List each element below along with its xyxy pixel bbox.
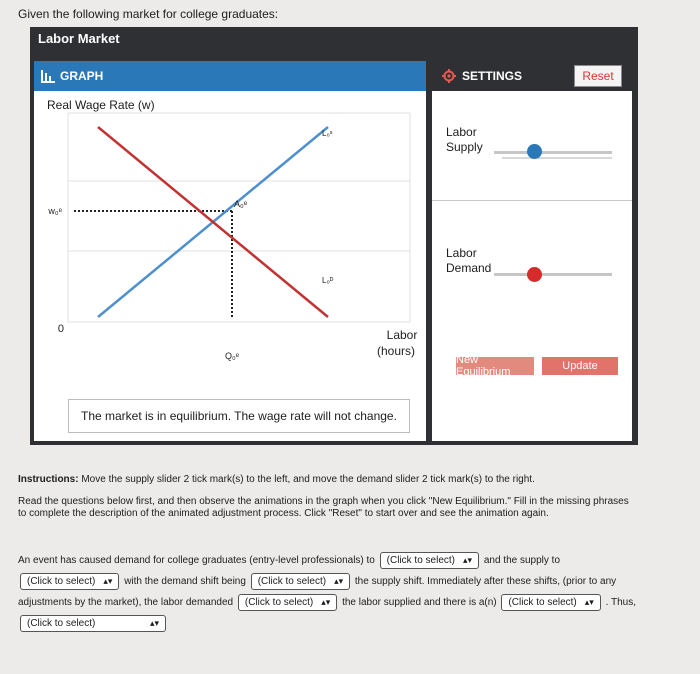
wage-tick-label: w₀ᵉ <box>48 206 62 216</box>
new-equilibrium-button[interactable]: New Equilibrium <box>456 357 534 375</box>
supply-slider-block <box>432 91 632 201</box>
select-value: (Click to select) <box>244 596 314 608</box>
equilibrium-label: A₀ᵉ <box>234 199 248 209</box>
origin-label: 0 <box>57 323 64 335</box>
wage-adjustment-select[interactable] <box>20 615 166 632</box>
graph-title: GRAPH <box>60 69 104 83</box>
select-arrow-icon: ▴▾ <box>463 554 473 565</box>
supply-label-line2: Supply <box>446 140 483 154</box>
instructions <box>18 474 638 486</box>
y-axis-title: Real Wage Rate (w) <box>47 98 155 112</box>
quantity-tick-label: Q₀ᵉ <box>224 351 240 361</box>
settings-title: SETTINGS <box>462 69 523 83</box>
graph-panel <box>34 61 426 441</box>
question-text: the labor supplied and there is a(n) <box>342 597 497 608</box>
demand-slider-label <box>446 246 506 276</box>
supply-slider-ticks <box>502 157 612 159</box>
labor-market-widget <box>30 27 638 445</box>
select-value: (Click to select) <box>27 575 96 587</box>
demand-curve-label[interactable]: L₀ᴰ <box>322 276 334 285</box>
supply-change-select[interactable] <box>20 573 119 590</box>
demand-slider-block <box>432 237 632 347</box>
shift-comparison-select[interactable] <box>251 573 350 590</box>
question-text: the supply shift. Immediately after these shifts, (prior to any adjustments by the market), the labor demanded <box>18 576 617 608</box>
settings-panel <box>432 61 632 441</box>
select-arrow-icon: ▴▾ <box>334 575 344 586</box>
x-axis-title-line1: Labor <box>386 328 418 342</box>
question-paragraph <box>18 550 658 634</box>
question-text: . Thus, <box>605 597 636 608</box>
instructions-paragraph: Read the questions below first, and then observe the animations in the graph when you click "New Equilibrium." Fill in the missing phrases to complete the description of the animated adjustment process. Click "Reset" to start over and see the animation again. <box>18 496 629 519</box>
instructions-text: Move the supply slider 2 tick mark(s) to the left, and move the demand slider 2 tick mark(s) to the right. <box>78 474 535 485</box>
supply-curve-label[interactable]: L₀ˢ <box>322 129 333 138</box>
reset-button[interactable]: Reset <box>574 65 622 87</box>
select-value: (Click to select) <box>257 575 327 587</box>
select-arrow-icon: ▴▾ <box>149 617 159 628</box>
select-arrow-icon: ▴▾ <box>103 575 113 586</box>
settings-title-wrap <box>442 69 522 83</box>
question-text: An event has caused demand for college graduates (entry-level professionals) to <box>18 555 375 566</box>
select-value: (Click to select) <box>508 596 577 608</box>
x-axis-title-line2: (hours) <box>376 344 416 358</box>
demand-slider-handle[interactable] <box>527 267 542 282</box>
demand-label-line2: Demand <box>446 261 492 275</box>
select-value: (Click to select) <box>27 617 96 629</box>
supply-label-line1: Labor <box>446 125 477 139</box>
question-text: with the demand shift being <box>124 576 246 587</box>
widget-title: Labor Market <box>38 31 120 46</box>
select-value: (Click to select) <box>386 554 456 566</box>
supply-slider-track[interactable] <box>494 151 612 154</box>
demand-change-select[interactable] <box>380 552 479 569</box>
gear-icon <box>442 69 456 83</box>
demanded-vs-supplied-select[interactable] <box>238 594 337 611</box>
question-text: and the supply to <box>483 555 561 566</box>
settings-header <box>432 61 632 91</box>
labor-market-plot[interactable] <box>34 61 426 441</box>
update-button[interactable]: Update <box>542 357 618 375</box>
surplus-shortage-select[interactable] <box>501 594 600 611</box>
demand-label-line1: Labor <box>446 246 477 260</box>
demand-slider-track[interactable] <box>494 273 612 276</box>
select-arrow-icon: ▴▾ <box>584 596 594 607</box>
select-arrow-icon: ▴▾ <box>321 596 331 607</box>
intro-text: Given the following market for college graduates: <box>18 7 279 21</box>
supply-slider-handle[interactable] <box>527 144 542 159</box>
instructions-heading: Instructions: <box>18 474 79 485</box>
status-message: The market is in equilibrium. The wage rate will not change. <box>68 399 410 433</box>
